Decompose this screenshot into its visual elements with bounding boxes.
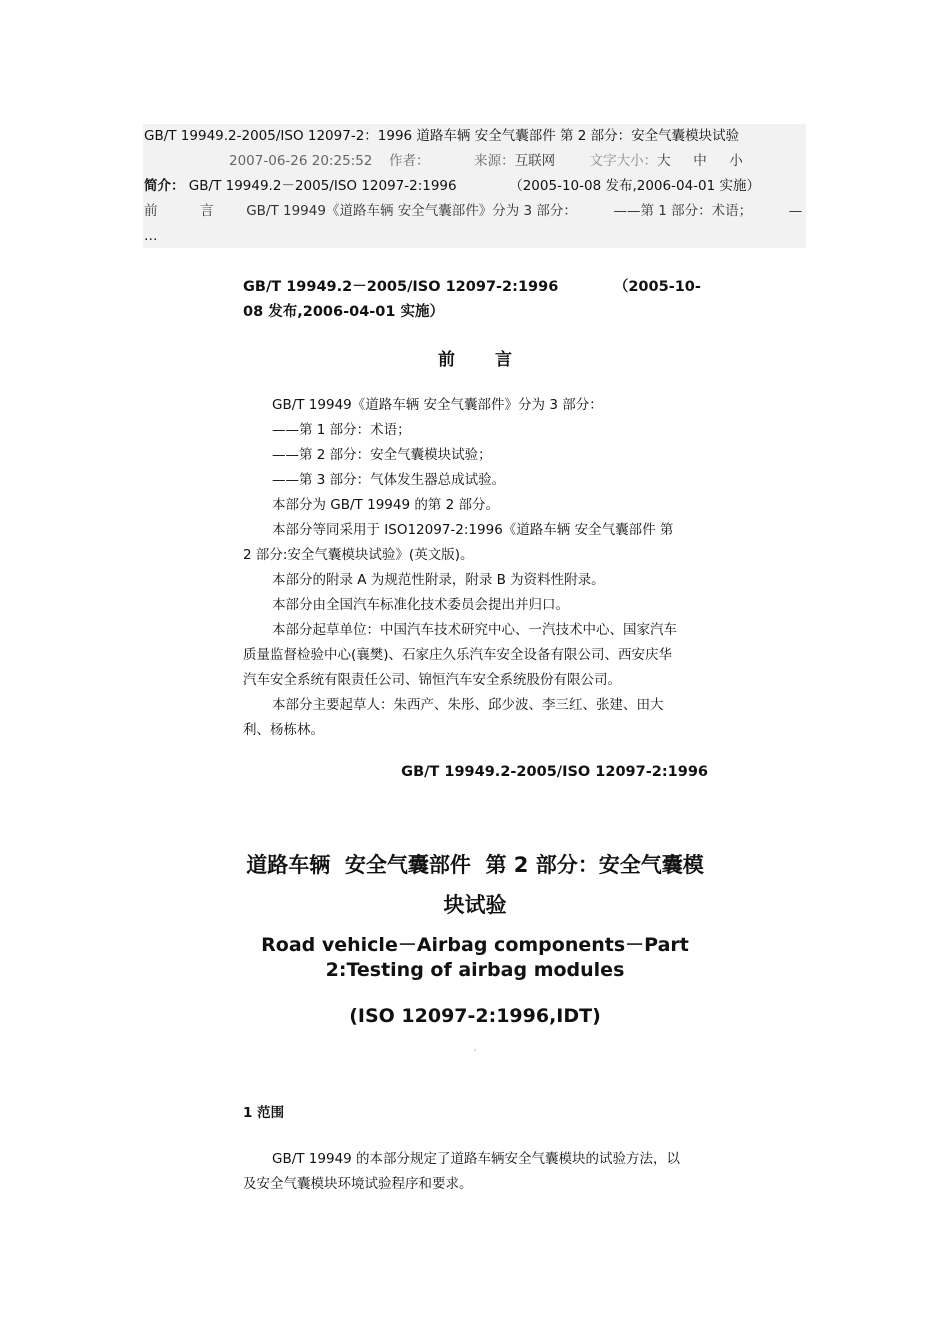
- standard-code: GB/T 19949.2-2005/ISO 12097-2:1996: [401, 764, 708, 780]
- foreword-line: 利、杨栋林。: [243, 722, 324, 738]
- standard-header: [243, 275, 713, 325]
- foreword-line: 质量监督检验中心(襄樊)、石家庄久乐汽车安全设备有限公司、西安庆华: [243, 647, 673, 663]
- article-date: 2007-06-26 20:25:52: [229, 153, 373, 169]
- foreword-line: ——第 3 部分：气体发生器总成试验。: [272, 472, 506, 488]
- title-chinese-line-1: 道路车辆 安全气囊部件 第 2 部分：安全气囊模: [246, 853, 704, 877]
- foreword-line: 2 部分:安全气囊模块试验》(英文版)。: [243, 547, 474, 563]
- foreword-line: 本部分起草单位：中国汽车技术研究中心、一汽技术中心、国家汽车: [272, 622, 677, 638]
- article-meta: [229, 149, 743, 174]
- title-english-line-1: Road vehicle－Airbag components－Part: [261, 934, 689, 956]
- title-english-line-2: 2:Testing of airbag modules: [325, 959, 625, 981]
- foreword-line: 本部分主要起草人：朱西产、朱彤、邱少波、李三红、张建、田大: [272, 697, 664, 713]
- foreword-line: 本部分的附录 A 为规范性附录，附录 B 为资料性附录。: [272, 572, 605, 588]
- foreword-line: ——第 1 部分：术语；: [272, 422, 411, 438]
- font-size-label: 文字大小：: [589, 153, 658, 169]
- intro-label: 简介：: [144, 178, 185, 194]
- excerpt-dash: —: [788, 203, 803, 219]
- foreword-line: ——第 2 部分：安全气囊模块试验；: [272, 447, 492, 463]
- stray-mark: ': [474, 1048, 477, 1057]
- foreword-line: 本部分等同采用于 ISO12097-2:1996《道路车辆 安全气囊部件 第: [272, 522, 674, 538]
- excerpt-line: [144, 199, 802, 224]
- foreword-line: 汽车安全系统有限责任公司、锦恒汽车安全系统股份有限公司。: [243, 672, 621, 688]
- intro-line: [144, 174, 760, 199]
- intro-std: GB/T 19949.2－2005/ISO 12097-2:1996: [188, 178, 457, 194]
- source-label: 来源：: [474, 153, 515, 169]
- foreword-line: 本部分由全国汽车标准化技术委员会提出并归口。: [272, 597, 569, 613]
- article-title[interactable]: GB/T 19949.2-2005/ISO 12097-2：1996 道路车辆 安全气囊部件 第 2 部分：安全气囊模块试验: [144, 128, 740, 144]
- section-heading-scope: 1 范围: [243, 1105, 285, 1121]
- article-summary-box: [143, 124, 806, 248]
- standard-header-line-2: 08 发布,2006-04-01 实施）: [243, 304, 445, 320]
- section-line: 及安全气囊模块环境试验程序和要求。: [243, 1176, 473, 1192]
- excerpt-word-1: 前: [144, 203, 158, 219]
- section-line: GB/T 19949 的本部分规定了道路车辆安全气囊模块的试验方法，以: [272, 1151, 681, 1167]
- standard-header-line-1: GB/T 19949.2－2005/ISO 12097-2:1996 （2005-10-: [243, 279, 701, 295]
- foreword-line: GB/T 19949《道路车辆 安全气囊部件》分为 3 部分：: [272, 397, 603, 413]
- excerpt-word-2: 言: [200, 203, 214, 219]
- font-size-large-button[interactable]: 大: [657, 153, 671, 169]
- title-chinese: [0, 845, 950, 925]
- title-iso: (ISO 12097-2:1996,IDT): [349, 1005, 601, 1027]
- excerpt-ellipsis: …: [144, 228, 158, 244]
- title-english: [0, 933, 950, 983]
- foreword-title: 前言: [438, 350, 552, 370]
- intro-dates: （2005-10-08 发布,2006-04-01 实施）: [509, 178, 761, 194]
- excerpt-part1: ——第 1 部分：术语；: [613, 203, 753, 219]
- font-size-small-button[interactable]: 小: [729, 153, 743, 169]
- font-size-medium-button[interactable]: 中: [693, 153, 707, 169]
- source-value: 互联网: [514, 153, 556, 169]
- excerpt-text: GB/T 19949《道路车辆 安全气囊部件》分为 3 部分：: [246, 203, 577, 219]
- author-label: 作者：: [388, 153, 430, 169]
- title-chinese-line-2: 块试验: [443, 893, 507, 917]
- foreword-line: 本部分为 GB/T 19949 的第 2 部分。: [272, 497, 500, 513]
